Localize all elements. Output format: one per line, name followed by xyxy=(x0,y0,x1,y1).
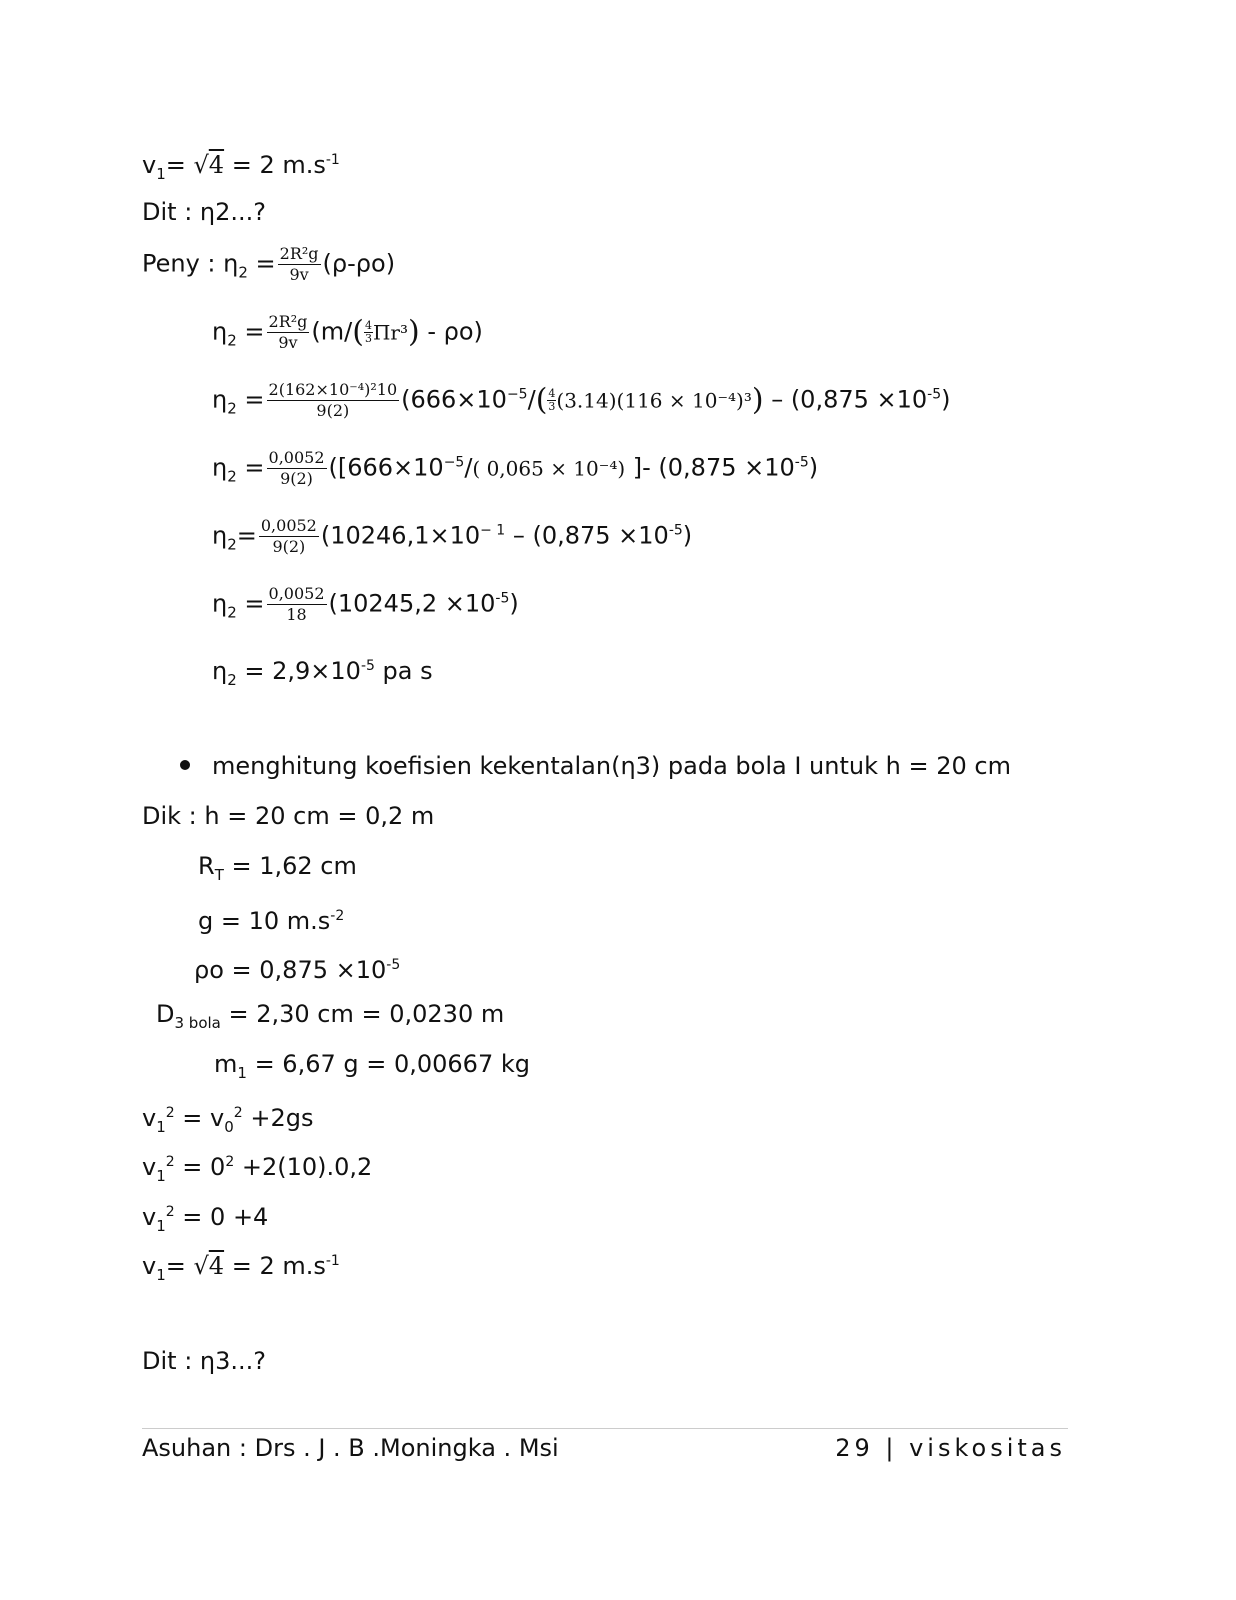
given-rho-o xyxy=(194,951,400,984)
text: v xyxy=(142,1203,157,1231)
text: = 0 +4 xyxy=(174,1203,269,1231)
text: ) xyxy=(682,521,693,550)
text: = xyxy=(165,151,194,179)
subscript: 1 xyxy=(156,164,166,183)
text: = xyxy=(247,249,276,278)
subscript: 3 bola xyxy=(174,1013,221,1032)
superscript: −5 xyxy=(443,454,465,471)
denominator: 3 xyxy=(548,400,556,413)
text: ) xyxy=(808,453,819,482)
text: ) xyxy=(941,385,951,414)
text: pa s xyxy=(374,657,433,685)
paren: ) xyxy=(751,382,764,418)
fraction xyxy=(259,516,319,557)
text: v xyxy=(142,1252,157,1280)
text: v xyxy=(142,1153,157,1181)
subscript: 1 xyxy=(237,1063,247,1082)
footer-author: Asuhan : Drs . J . B .Moningka . Msi xyxy=(142,1434,559,1462)
kinematics-line-1 xyxy=(142,1099,313,1141)
text: (666×10 xyxy=(401,385,507,414)
superscript: 2 xyxy=(225,1154,235,1170)
solution-step-4 xyxy=(212,516,692,558)
subscript: 2 xyxy=(227,670,237,689)
numerator: 4 xyxy=(364,319,372,332)
superscript: -1 xyxy=(325,152,340,168)
denominator: 9v xyxy=(278,333,298,352)
text: ]- (0,875 ×10 xyxy=(625,453,795,482)
numerator: 2R²g xyxy=(268,312,308,331)
superscript: 2 xyxy=(165,1154,175,1170)
text: η xyxy=(212,521,228,550)
kinematics-line-2 xyxy=(142,1148,372,1190)
superscript: -5 xyxy=(495,590,510,607)
superscript: -5 xyxy=(794,454,809,471)
subscript: T xyxy=(214,865,224,884)
text: (m/ xyxy=(311,317,353,346)
text: = 2,30 cm = 0,0230 m xyxy=(220,1000,505,1028)
superscript: -5 xyxy=(927,386,942,403)
footer-page-label: 29 | viskositas xyxy=(835,1434,1066,1462)
text: / xyxy=(527,385,536,414)
given-ball-diameter xyxy=(156,1000,504,1037)
text: +2(10).0,2 xyxy=(234,1153,373,1181)
text: - ρo) xyxy=(419,317,483,346)
superscript: 2 xyxy=(165,1204,175,1220)
paren: ( xyxy=(352,314,364,350)
text: v xyxy=(142,1104,157,1132)
numerator: 2R²g xyxy=(279,244,319,263)
subscript: 2 xyxy=(238,263,248,282)
subscript: 2 xyxy=(227,603,237,622)
text: = 2 m.s xyxy=(224,1252,326,1280)
denominator: 3 xyxy=(364,332,372,345)
text: (3.14)(116 × 10⁻⁴)³ xyxy=(556,388,752,413)
superscript: −5 xyxy=(506,386,528,403)
text: = xyxy=(236,589,265,618)
solution-formula xyxy=(142,244,395,286)
text: Peny : η xyxy=(142,249,239,278)
denominator: 18 xyxy=(286,605,307,624)
solution-step-3 xyxy=(212,448,818,490)
text: η xyxy=(212,453,228,482)
numerator: 0,0052 xyxy=(260,516,317,535)
text: R xyxy=(198,852,215,880)
superscript: 2 xyxy=(233,1105,243,1121)
radicand: 4 xyxy=(208,151,225,179)
given-mass xyxy=(214,1050,530,1087)
text: = 2 m.s xyxy=(224,151,326,179)
text: = xyxy=(236,453,265,482)
text: ) xyxy=(509,589,519,618)
asked-eta2: Dit : η2...? xyxy=(142,198,267,226)
text: = xyxy=(236,317,265,346)
text: = xyxy=(236,521,257,550)
text: η xyxy=(212,589,228,618)
text: = 0 xyxy=(174,1153,226,1181)
denominator: 9v xyxy=(289,265,309,284)
bullet-icon xyxy=(180,760,190,770)
sqrt-sign: √ xyxy=(193,1252,209,1280)
small-fraction xyxy=(364,320,373,345)
subscript: 1 xyxy=(156,1166,166,1185)
fraction xyxy=(267,584,327,625)
text: / xyxy=(464,453,473,482)
fraction xyxy=(278,244,321,285)
fraction xyxy=(267,380,400,421)
superscript: -5 xyxy=(668,522,683,539)
asked-eta3: Dit : η3...? xyxy=(142,1347,267,1375)
superscript: − 1 xyxy=(480,522,506,539)
subscript: 0 xyxy=(224,1117,234,1136)
velocity-result-line-1 xyxy=(142,146,340,188)
text: (ρ-ρo) xyxy=(322,249,396,278)
numerator: 0,0052 xyxy=(268,448,325,467)
subscript: 1 xyxy=(156,1216,166,1235)
fraction xyxy=(267,312,310,353)
superscript: -1 xyxy=(325,1253,340,1269)
radicand: 4 xyxy=(208,1252,225,1280)
fraction xyxy=(267,448,327,489)
text: (10245,2 ×10 xyxy=(328,589,496,618)
numerator: 0,0052 xyxy=(268,584,325,603)
text: η xyxy=(212,385,228,414)
text: = 1,62 cm xyxy=(223,852,357,880)
text: +2gs xyxy=(242,1104,314,1132)
numerator: 4 xyxy=(548,387,556,400)
text: = xyxy=(165,1252,194,1280)
text: η xyxy=(212,657,228,685)
eta2-result xyxy=(212,652,433,694)
text: (10246,1×10 xyxy=(320,521,481,550)
text: = 6,67 g = 0,00667 kg xyxy=(246,1050,530,1078)
numerator: 2(162×10⁻⁴)²10 xyxy=(268,380,398,399)
subscript: 2 xyxy=(227,399,237,418)
section-heading: menghitung koefisien kekentalan(η3) pada bola I untuk h = 20 cm xyxy=(212,752,1011,780)
subscript: 1 xyxy=(156,1265,166,1284)
denominator: 9(2) xyxy=(272,537,306,556)
text: η xyxy=(212,317,228,346)
text: = xyxy=(236,385,265,414)
solution-step-1 xyxy=(212,312,483,354)
footer-divider xyxy=(142,1428,1068,1429)
text: ([666×10 xyxy=(328,453,444,482)
solution-step-2 xyxy=(212,380,951,422)
subscript: 2 xyxy=(227,535,237,554)
superscript: -2 xyxy=(330,908,345,924)
text: Πr³ xyxy=(372,320,408,345)
text: – (0,875 ×10 xyxy=(763,385,928,414)
superscript: -5 xyxy=(360,658,375,674)
subscript: 1 xyxy=(156,1117,166,1136)
text: ( 0,065 × 10⁻⁴) xyxy=(472,456,626,481)
denominator: 9(2) xyxy=(316,401,350,420)
paren: ( xyxy=(535,382,548,418)
text: v xyxy=(142,151,157,179)
text: g = 10 m.s xyxy=(198,907,331,935)
denominator: 9(2) xyxy=(280,469,313,488)
sqrt xyxy=(194,1252,225,1280)
sqrt xyxy=(194,151,225,179)
kinematics-line-3 xyxy=(142,1198,268,1240)
sqrt-sign: √ xyxy=(193,151,209,179)
superscript: 2 xyxy=(165,1105,175,1121)
given-gravity xyxy=(198,902,344,935)
text: ρo = 0,875 ×10 xyxy=(194,956,387,984)
given-tube-radius xyxy=(198,852,357,889)
text: – (0,875 ×10 xyxy=(505,521,669,550)
text: D xyxy=(156,1000,175,1028)
subscript: 2 xyxy=(227,331,237,350)
given-height: Dik : h = 20 cm = 0,2 m xyxy=(142,802,435,830)
solution-step-5 xyxy=(212,584,519,626)
text: m xyxy=(214,1050,238,1078)
superscript: -5 xyxy=(386,957,401,973)
subscript: 2 xyxy=(227,467,237,486)
paren: ) xyxy=(407,314,420,350)
text: = v xyxy=(174,1104,225,1132)
velocity-result-line-2 xyxy=(142,1247,340,1289)
text: = 2,9×10 xyxy=(236,657,361,685)
